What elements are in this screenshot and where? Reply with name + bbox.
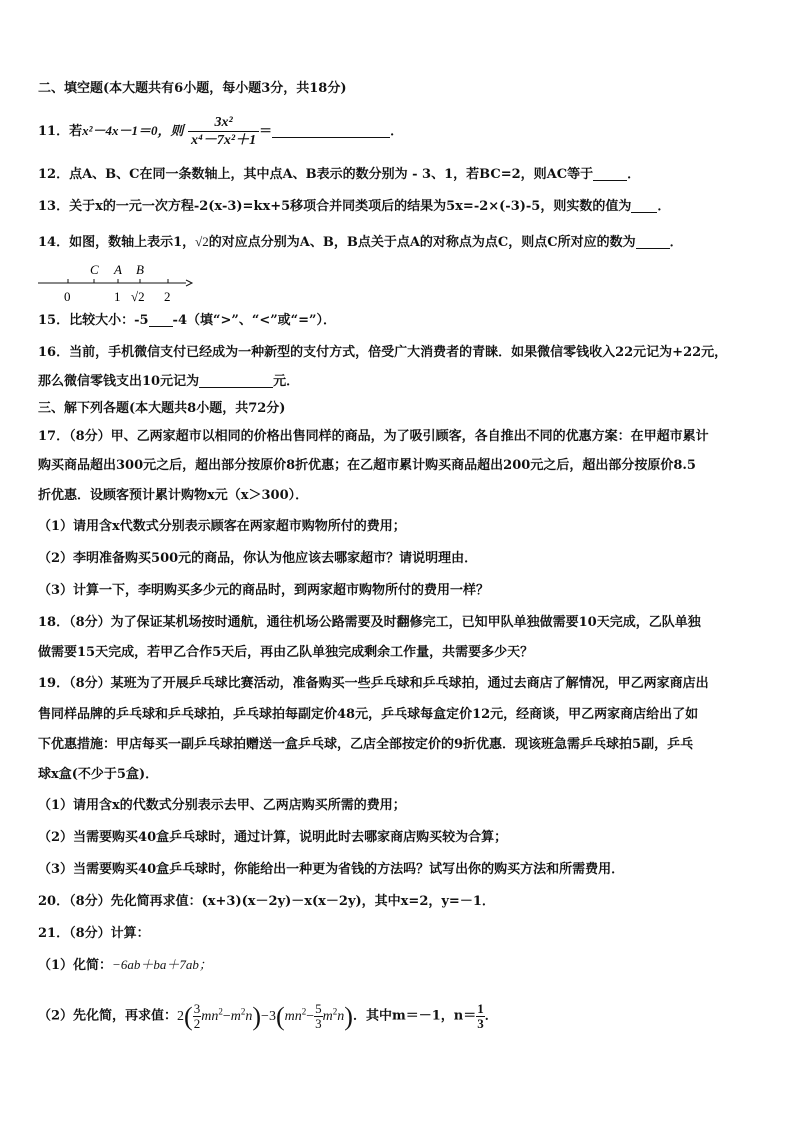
point-label-a: A: [114, 262, 122, 277]
q11-numerator: 3x²: [188, 114, 259, 132]
q21-part1: [38, 956, 764, 975]
question-14: [38, 233, 764, 252]
q19-line: 19．（8分）某班为了开展乒乓球比赛活动，准备购买一些乒乓球和乒乓球拍，通过去商店了解情况，甲乙两家商店出: [38, 676, 709, 691]
q21-n-value: $\frac{1}{3}$: [477, 1000, 484, 1031]
point-label-b: B: [136, 262, 144, 277]
q14-part2: 的对应点分别为A、B，B点关于点A的对称点为点C，则点C所对应的数为: [208, 235, 636, 250]
point-label-c: C: [90, 262, 99, 277]
q15-text: 15．比较大小：-5: [38, 313, 149, 328]
q12-text: 12．点A、B、C在同一条数轴上，其中点A、B表示的数分别为 - 3、1，若BC=2，则AC等于: [38, 167, 594, 182]
question-11: [38, 110, 764, 152]
q21-part1-label: （1）化简：: [38, 958, 113, 973]
q19-line: 下优惠措施：甲店每买一副乒乓球拍赠送一盒乒乓球，乙店全部按定价的9折优惠．现该班急需乒乓球拍5副，乒乓: [38, 737, 694, 752]
q11-answer-blank[interactable]: [272, 123, 390, 138]
q17-subquestion: （2）李明准备购买500元的商品，你认为他应该去哪家超市？请说明理由．: [38, 551, 478, 566]
q14-sqrt2: √2: [195, 234, 209, 249]
q21-part2: [38, 988, 764, 1034]
q11-denominator: x⁴－7x²＋1: [191, 133, 257, 148]
q17-line: 17．（8分）甲、乙两家超市以相同的价格出售同样的商品，为了吸引顾客，各自推出不同的优惠方案：在甲超市累计: [38, 429, 709, 444]
q17-line: 购买商品超出300元之后，超出部分按原价8折优惠；在乙超市累计购买商品超出200元之后，超出部分按原价8.5: [38, 458, 696, 473]
q12-end: ．: [627, 167, 641, 182]
q15-tail: -4（填“>”、“<”或“=”）．: [172, 313, 337, 328]
q11-equals: ＝: [259, 123, 273, 138]
q19-line: 售同样品牌的乒乓球和乒乓球拍，乒乓球拍每副定价48元，乒乓球每盒定价12元，经商谈，甲乙两家商店给出了如: [38, 707, 699, 722]
section3-heading: 三、解下列各题(本大题共8小题，共72分): [38, 401, 286, 416]
tick-label-1: 1: [114, 289, 121, 304]
question-21: 21．（8分）计算：: [38, 926, 150, 941]
q21-part2-expression: 2( $\frac{3}{2}$ $mn^2-m^2n)-3(mn^2-$ $\frac{5}{3}$ $m^2n$): [177, 1000, 353, 1031]
q17-line: 折优惠．设顾客预计累计购物x元（x＞300）．: [38, 488, 309, 503]
q18-line: 做需要15天完成，若甲乙合作5天后，再由乙队单独完成剩余工作量，共需要多少天？: [38, 645, 534, 660]
question-13: [38, 198, 764, 216]
q11-fraction: [188, 114, 259, 149]
q18-line: 18．（8分）为了保证某机场按时通航，通往机场公路需要及时翻修完工，已知甲队单独做需要10天完成，乙队单独: [38, 615, 701, 630]
tick-label-sqrt2: √2: [131, 289, 145, 304]
q19-subquestion: （1）请用含x的代数式分别表示去甲、乙两店购买所需的费用；: [38, 798, 406, 813]
q14-answer-blank[interactable]: [636, 234, 670, 249]
q16-text: 那么微信零钱支出10元记为: [38, 374, 200, 389]
q16-end: 元．: [273, 374, 300, 389]
q21-part1-expression: −6ab＋ba＋7ab；: [112, 957, 212, 972]
q13-text: 13．关于x的一元一次方程-2(x-3)=kx+5移项合并同类项后的结果为5x=-2×(-3)-5，则实数的值为: [38, 199, 632, 214]
q11-prefix: 11．若: [38, 124, 83, 139]
q17-subquestion: （3）计算一下，李明购买多少元的商品时，到两家超市购物所付的费用一样？: [38, 583, 490, 598]
tick-label-2: 2: [164, 289, 171, 304]
question-16-line2: [38, 373, 764, 391]
tick-label-0: 0: [64, 289, 71, 304]
q21-part2-end: ．: [484, 1008, 498, 1024]
section2-heading: 二、填空题(本大题共有6小题，每小题3分，共18分): [38, 81, 347, 96]
number-line-arrow-icon: [186, 280, 192, 286]
question-12: [38, 166, 764, 184]
q19-subquestion: （2）当需要购买40盒乒乓球时，通过计算，说明此时去哪家商店购买较为合算；: [38, 830, 508, 845]
q19-line: 球x盒(不少于5盒)．: [38, 767, 159, 782]
q19-subquestion: （3）当需要购买40盒乒乓球时，你能给出一种更为省钱的方法吗？试写出你的购买方法和所需费用．: [38, 862, 625, 877]
q12-answer-blank[interactable]: [593, 166, 627, 181]
q14-end: ．: [669, 235, 683, 250]
number-line-figure: [36, 260, 196, 306]
q21-part2-label: （2）先化简，再求值：: [38, 1008, 178, 1024]
q11-end: ．: [390, 124, 404, 139]
q21-part2-tail: ．其中m＝－1，n＝: [352, 1008, 477, 1024]
q13-answer-blank[interactable]: [631, 198, 657, 213]
question-20: 20．（8分）先化简再求值：(x+3)(x－2y)－x(x－2y)，其中x=2，y=－1．: [38, 894, 495, 909]
question-16-line1: 16．当前，手机微信支付已经成为一种新型的支付方式，倍受广大消费者的青睐．如果微信零钱收入22元记为+22元，: [38, 345, 728, 360]
q14-part1: 14．如图，数轴上表示1，: [38, 235, 196, 250]
q13-end: ．: [657, 199, 671, 214]
q15-answer-blank[interactable]: [149, 312, 173, 327]
question-15: [38, 312, 764, 330]
q17-subquestion: （1）请用含x代数式分别表示顾客在两家超市购物所付的费用；: [38, 519, 406, 534]
q11-condition: x²－4x－1＝0，则: [82, 123, 184, 138]
q16-answer-blank[interactable]: [199, 373, 273, 388]
